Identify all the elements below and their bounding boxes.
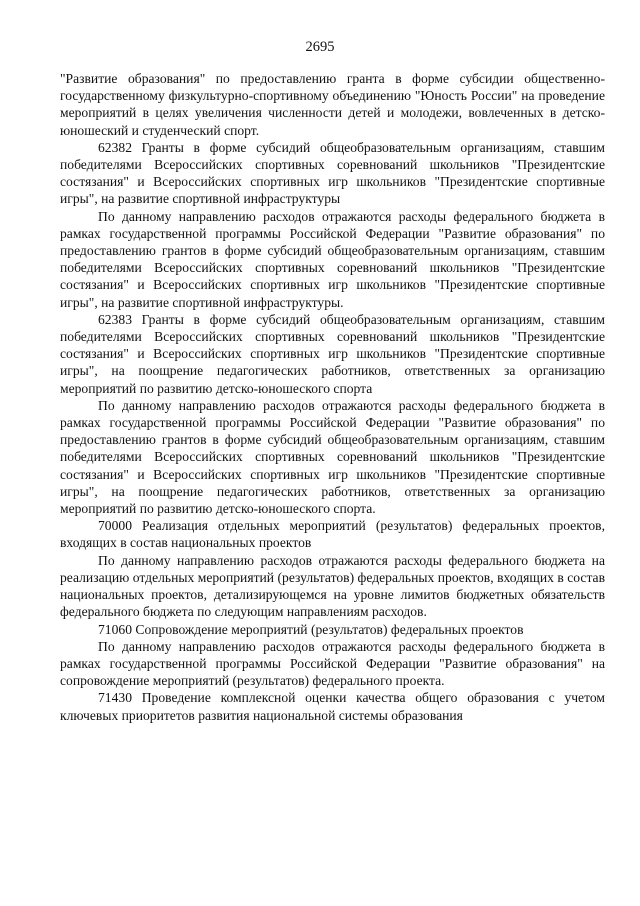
paragraph-62382-heading: 62382 Гранты в форме субсидий общеобразовательным организациям, ставшим победителями Всероссийских спортивных соревнований школьников "Президентские состязания" и Всероссийских спортивных игр школьников "Президентские спортивные игры", на развитие спортивной инфраструктуры [60,139,605,207]
paragraph-62383-heading: 62383 Гранты в форме субсидий общеобразовательным организациям, ставшим победителями Всероссийских спортивных соревнований школьников "Президентские состязания" и Всероссийских спортивных игр школьников "Президентские спортивные игры", на поощрение педагогических работников, ответственных за организацию мероприятий по развитию детско-юношеского спорта [60,311,605,396]
paragraph-71060-description: По данному направлению расходов отражаются расходы федерального бюджета в рамках государственной программы Российской Федерации "Развитие образования" на сопровождение мероприятий (результатов) федерального проекта. [60,638,605,689]
page-number: 2695 [305,39,335,55]
document-body [60,70,605,724]
paragraph-62382-description: По данному направлению расходов отражаются расходы федерального бюджета в рамках государственной программы Российской Федерации "Развитие образования" по предоставлению грантов в форме субсидий общеобразовательным организациям, ставшим победителями Всероссийских спортивных соревнований школьников "Президентские состязания" и Всероссийских спортивных игр школьников "Президентские спортивные игры", на развитие спортивной инфраструктуры. [60,208,605,310]
paragraph-70000-heading: 70000 Реализация отдельных мероприятий (результатов) федеральных проектов, входящих в состав национальных проектов [60,518,605,551]
paragraph-70000-description: По данному направлению расходов отражаются расходы федерального бюджета на реализацию отдельных мероприятий (результатов) федеральных проектов, входящих в состав национальных проектов, детализирующемся на уровне лимитов бюджетных обязательств федерального бюджета по следующим направлениям расходов. [60,552,605,620]
paragraph-continuation: "Развитие образования" по предоставлению гранта в форме субсидии общественно-государственному физкультурно-спортивному объединению "Юность России" на проведение мероприятий в целях увеличения численности детей и молодежи, вовлеченных в детско-юношеский и студенческий спорт. [60,71,605,138]
paragraph-71060-heading: 71060 Сопровождение мероприятий (результатов) федеральных проектов [98,621,524,637]
paragraph-71430-heading: 71430 Проведение комплексной оценки качества общего образования с учетом ключевых приоритетов развития национальной системы образования [60,690,605,723]
paragraph-62383-description: По данному направлению расходов отражаются расходы федерального бюджета в рамках государственной программы Российской Федерации "Развитие образования" по предоставлению грантов в форме субсидий общеобразовательным организациям, ставшим победителями Всероссийских спортивных соревнований школьников "Президентские состязания" и Всероссийских спортивных игр школьников "Президентские спортивные игры", на поощрение педагогических работников, ответственных за организацию мероприятий по развитию детско-юношеского спорта. [60,397,605,517]
